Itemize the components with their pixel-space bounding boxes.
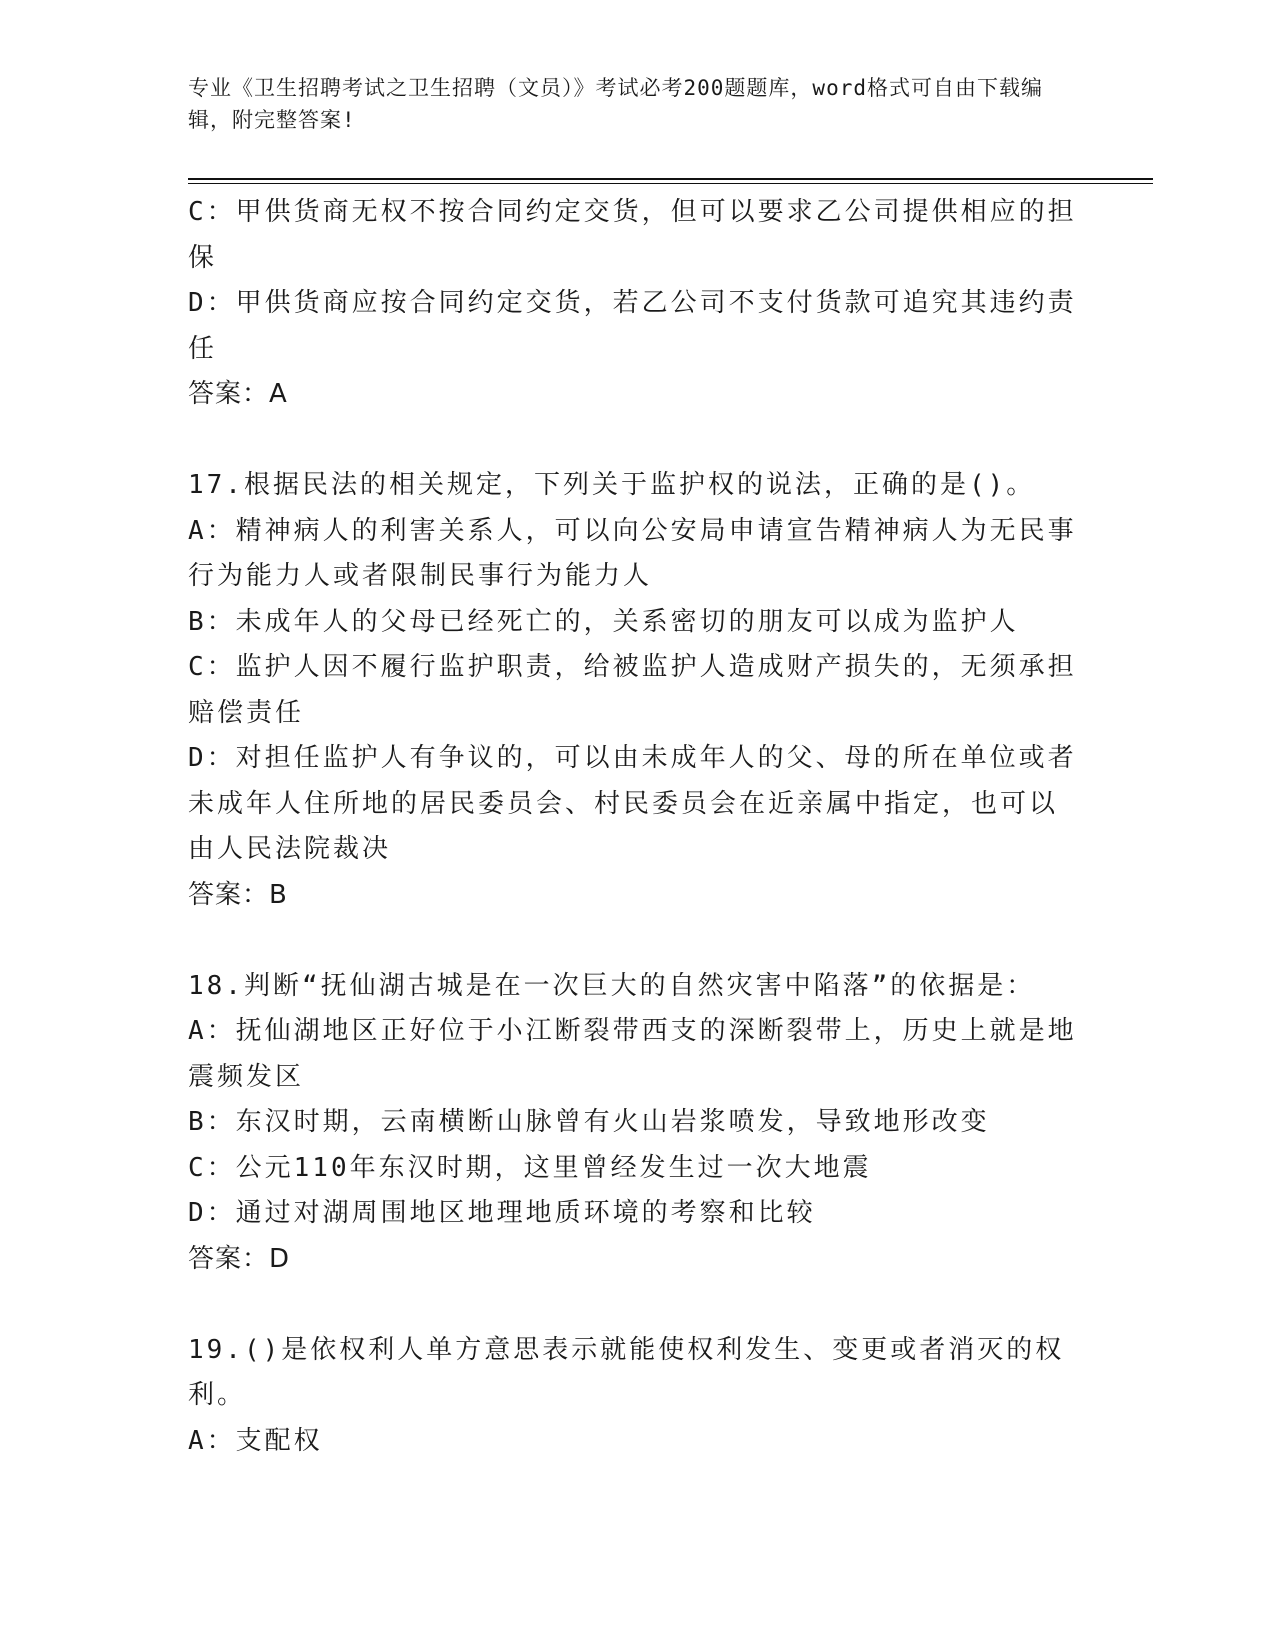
option-d: D：对担任监护人有争议的，可以由未成年人的父、母的所在单位或者未成年人住所地的居民委员会、村民委员会在近亲属中指定，也可以由人民法院裁决 xyxy=(188,743,1077,864)
header-divider xyxy=(188,178,1153,180)
question-17 xyxy=(188,463,1078,918)
question-stem: 17.根据民法的相关规定，下列关于监护权的说法，正确的是()。 xyxy=(188,470,1036,500)
option-d: D：甲供货商应按合同约定交货，若乙公司不支付货款可追究其违约责任 xyxy=(188,288,1077,364)
spacer xyxy=(188,418,1078,464)
question-list xyxy=(188,190,1078,1464)
option-d: D：通过对湖周围地区地理地质环境的考察和比较 xyxy=(188,1198,816,1228)
document-header: 专业《卫生招聘考试之卫生招聘（文员）》考试必考200题题库，word格式可自由下载编辑，附完整答案! xyxy=(188,76,1043,132)
question-stem: 19.()是依权利人单方意思表示就能使权利发生、变更或者消灭的权利。 xyxy=(188,1334,1065,1410)
option-a: A：支配权 xyxy=(188,1425,323,1456)
option-b: B：东汉时期，云南横断山脉曾有火山岩浆喷发，导致地形改变 xyxy=(188,1107,990,1137)
answer: 答案：A xyxy=(188,379,288,409)
question-18 xyxy=(188,964,1078,1283)
spacer xyxy=(188,1282,1078,1328)
answer: 答案：D xyxy=(188,1243,291,1274)
spacer xyxy=(188,918,1078,964)
option-c: C：甲供货商无权不按合同约定交货，但可以要求乙公司提供相应的担保 xyxy=(188,197,1077,273)
option-b: B：未成年人的父母已经死亡的，关系密切的朋友可以成为监护人 xyxy=(188,606,1019,637)
question-19 xyxy=(188,1328,1078,1465)
option-c: C：监护人因不履行监护职责，给被监护人造成财产损失的，无须承担赔偿责任 xyxy=(188,652,1077,728)
option-c: C：公元110年东汉时期，这里曾经发生过一次大地震 xyxy=(188,1152,872,1183)
option-a: A：抚仙湖地区正好位于小江断裂带西支的深断裂带上，历史上就是地震频发区 xyxy=(188,1016,1077,1092)
header-divider-thin xyxy=(188,183,1153,184)
question-stem: 18.判断“抚仙湖古城是在一次巨大的自然灾害中陷落”的依据是： xyxy=(188,970,1036,1001)
question-16-tail xyxy=(188,190,1078,418)
option-a: A：精神病人的利害关系人，可以向公安局申请宣告精神病人为无民事行为能力人或者限制民事行为能力人 xyxy=(188,515,1077,591)
answer: 答案：B xyxy=(188,879,288,910)
